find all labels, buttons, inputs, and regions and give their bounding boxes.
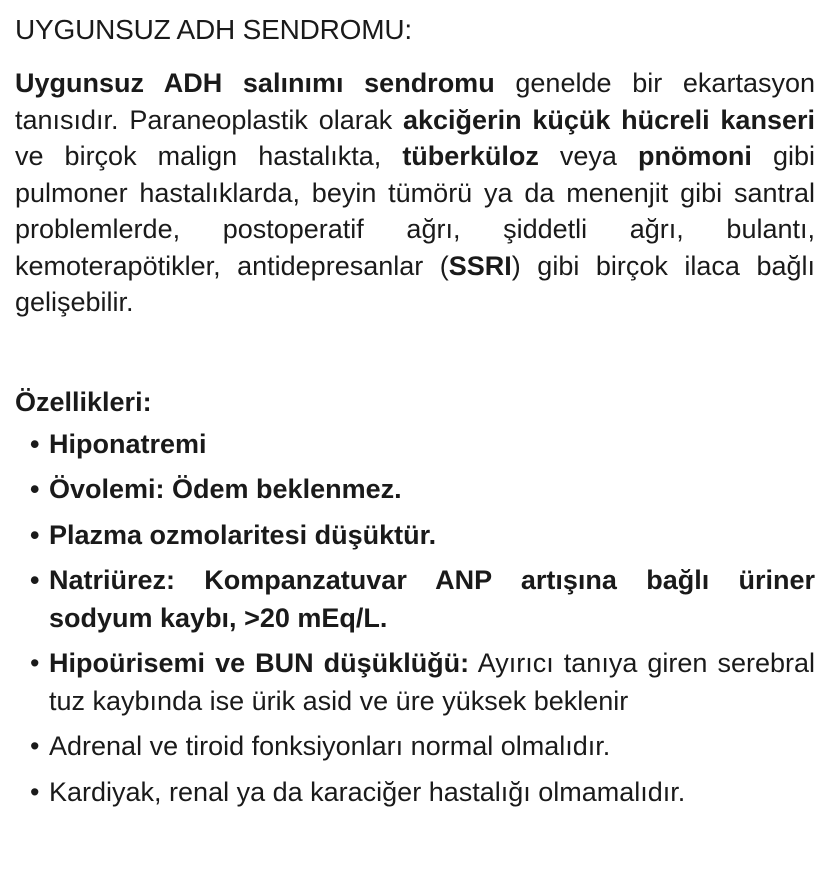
paragraph-text: ve birçok malign hastalıkta,: [15, 141, 403, 171]
feature-text: Adrenal ve tiroid fonksiyonları normal olmalıdır.: [49, 731, 611, 761]
features-list: [15, 426, 815, 812]
document-page: [15, 8, 815, 819]
list-item: [15, 471, 815, 509]
bullet-icon: •: [30, 474, 40, 504]
list-item: [15, 645, 815, 720]
paragraph-text: genelde bir ekartasyon tanısıdır. Paraneoplastik olarak: [15, 68, 815, 135]
paragraph-text: veya: [538, 141, 638, 171]
paragraph-bold-text: akciğerin küçük hücreli kanseri: [403, 104, 815, 135]
paragraph-text: gibi pulmoner hastalıklarda, beyin tümörü ya da menenjit gibi santral problemlerde, postoperatif ağrı, şiddetli ağrı, bulantı, kemoterapötikler, antidepresanlar (: [15, 141, 816, 281]
features-heading: Özellikleri:: [15, 386, 152, 417]
list-item: [15, 426, 815, 464]
feature-bold-text: Hiponatremi: [49, 428, 207, 459]
feature-bold-text: Plazma ozmolaritesi düşüktür.: [49, 519, 437, 550]
bullet-icon: •: [30, 731, 40, 761]
bullet-icon: •: [30, 776, 40, 807]
list-item: [15, 728, 815, 766]
list-item: [15, 562, 815, 637]
bullet-icon: •: [30, 648, 40, 678]
list-item: [15, 517, 815, 555]
paragraph-text: ) gibi birçok ilaca bağlı gelişebilir.: [15, 250, 815, 317]
bullet-icon: •: [30, 565, 40, 595]
bullet-icon: •: [30, 428, 40, 459]
feature-bold-text: Natriürez: Kompanzatuvar ANP artışına bağlı üriner sodyum kaybı, >20 mEq/L.: [49, 565, 815, 633]
feature-text: Ayırıcı tanıya giren serebral tuz kaybında ise ürik asid ve üre yüksek beklenir: [49, 648, 816, 716]
intro-paragraph: [15, 65, 815, 321]
paragraph-bold-text: SSRI: [448, 250, 512, 281]
feature-bold-text: Övolemi: Ödem beklenmez.: [49, 474, 402, 504]
feature-text: Kardiyak, renal ya da karaciğer hastalığı olmamalıdır.: [49, 776, 686, 807]
list-item: [15, 774, 815, 812]
paragraph-bold-text: pnömoni: [637, 141, 752, 171]
page-title: UYGUNSUZ ADH SENDROMU:: [15, 14, 412, 45]
paragraph-bold-text: tüberküloz: [402, 141, 539, 171]
feature-bold-text: Hipoürisemi ve BUN düşüklüğü:: [49, 648, 470, 678]
paragraph-bold-text: Uygunsuz ADH salınımı sendromu: [15, 68, 495, 98]
bullet-icon: •: [30, 519, 40, 550]
